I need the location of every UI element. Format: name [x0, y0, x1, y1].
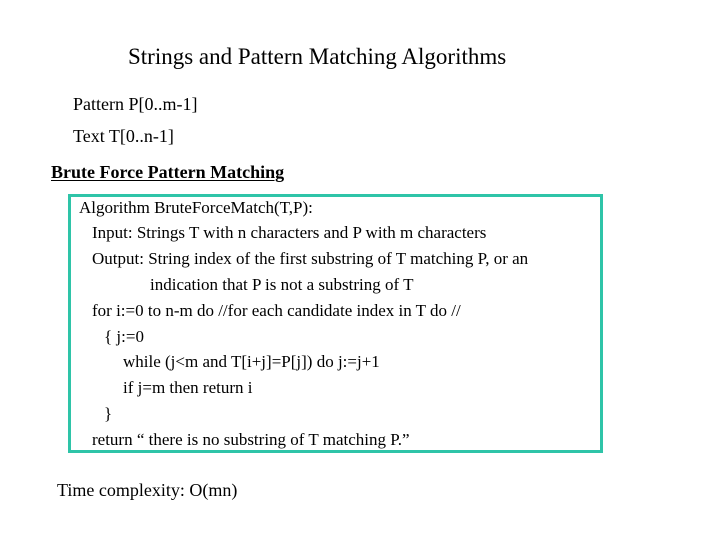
- algorithm-if-line: if j=m then return i: [123, 378, 253, 397]
- algorithm-return-line: return “ there is no substring of T matching P.”: [92, 430, 410, 449]
- algorithm-close-brace-line: }: [104, 404, 113, 423]
- algorithm-for-loop-line: for i:=0 to n-m do //for each candidate index in T do //: [92, 301, 461, 320]
- algorithm-input-line: Input: Strings T with n characters and P with m characters: [92, 223, 487, 242]
- pattern-definition: Pattern P[0..m-1]: [73, 94, 198, 114]
- slide-title: Strings and Pattern Matching Algorithms: [128, 44, 507, 69]
- algorithm-output-continuation-line: indication that P is not a substring of T: [150, 275, 414, 294]
- algorithm-signature-line: Algorithm BruteForceMatch(T,P):: [79, 198, 313, 217]
- algorithm-output-line: Output: String index of the first substring of T matching P, or an: [92, 249, 529, 268]
- time-complexity: Time complexity: O(mn): [57, 480, 238, 500]
- algorithm-while-line: while (j<m and T[i+j]=P[j]) do j:=j+1: [123, 352, 380, 371]
- section-heading: Brute Force Pattern Matching: [51, 162, 285, 182]
- text-definition: Text T[0..n-1]: [73, 126, 174, 146]
- algorithm-open-brace-line: { j:=0: [104, 327, 144, 346]
